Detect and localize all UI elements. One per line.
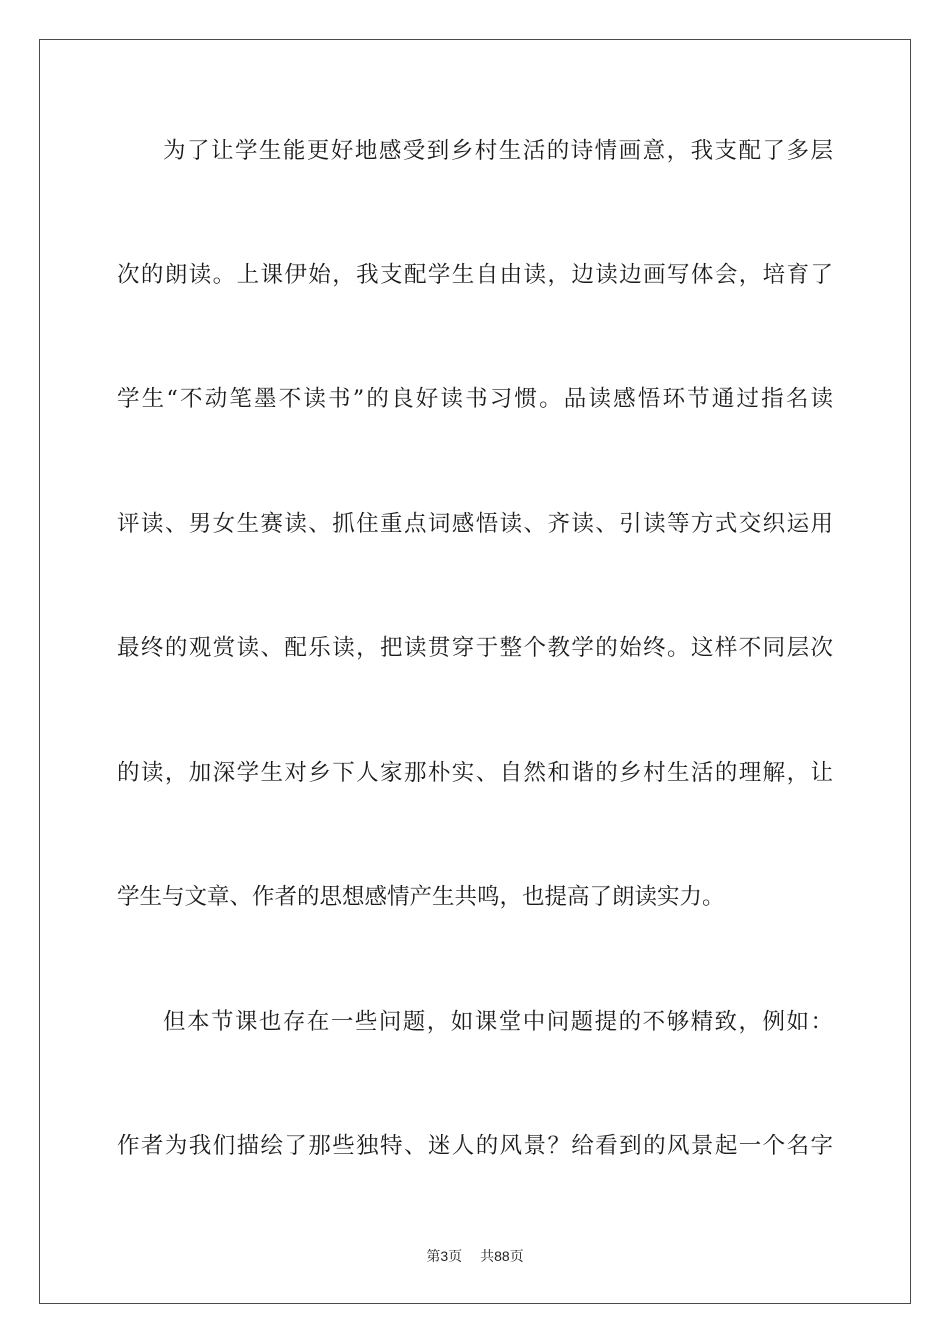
footer-page-prefix: 第 bbox=[426, 1249, 441, 1265]
footer-page-suffix: 页 bbox=[448, 1249, 463, 1265]
paragraph-1-line-2: 次的朗读。上课伊始，我支配学生自由读，边读边画写体会，培育了 bbox=[117, 262, 833, 288]
page-footer bbox=[0, 1246, 950, 1267]
footer-page-number: 3 bbox=[440, 1248, 449, 1264]
paragraph-2-line-2: 作者为我们描绘了那些独特、迷人的风景？给看到的风景起一个名字 bbox=[117, 1133, 833, 1159]
paragraph-1-line-4: 评读、男女生赛读、抓住重点词感悟读、齐读、引读等方式交织运用 bbox=[117, 511, 833, 537]
footer-total-suffix: 页 bbox=[509, 1249, 524, 1265]
page-frame bbox=[39, 39, 911, 1304]
paragraph-1-line-5: 最终的观赏读、配乐读，把读贯穿于整个教学的始终。这样不同层次 bbox=[117, 635, 833, 661]
paragraph-1-line-6: 的读，加深学生对乡下人家那朴实、自然和谐的乡村生活的理解，让 bbox=[117, 760, 833, 786]
paragraph-1-line-1: 为了让学生能更好地感受到乡村生活的诗情画意，我支配了多层 bbox=[163, 138, 833, 164]
footer-total-prefix: 共 bbox=[480, 1249, 495, 1265]
footer-total-pages: 88 bbox=[494, 1248, 510, 1264]
paragraph-1-line-3: 学生“不动笔墨不读书”的良好读书习惯。品读感悟环节通过指名读 bbox=[117, 386, 833, 412]
paragraph-2-line-1: 但本节课也存在一些问题，如课堂中问题提的不够精致，例如： bbox=[163, 1009, 833, 1035]
paragraph-1-line-7: 学生与文章、作者的思想感情产生共鸣，也提高了朗读实力。 bbox=[117, 884, 725, 910]
